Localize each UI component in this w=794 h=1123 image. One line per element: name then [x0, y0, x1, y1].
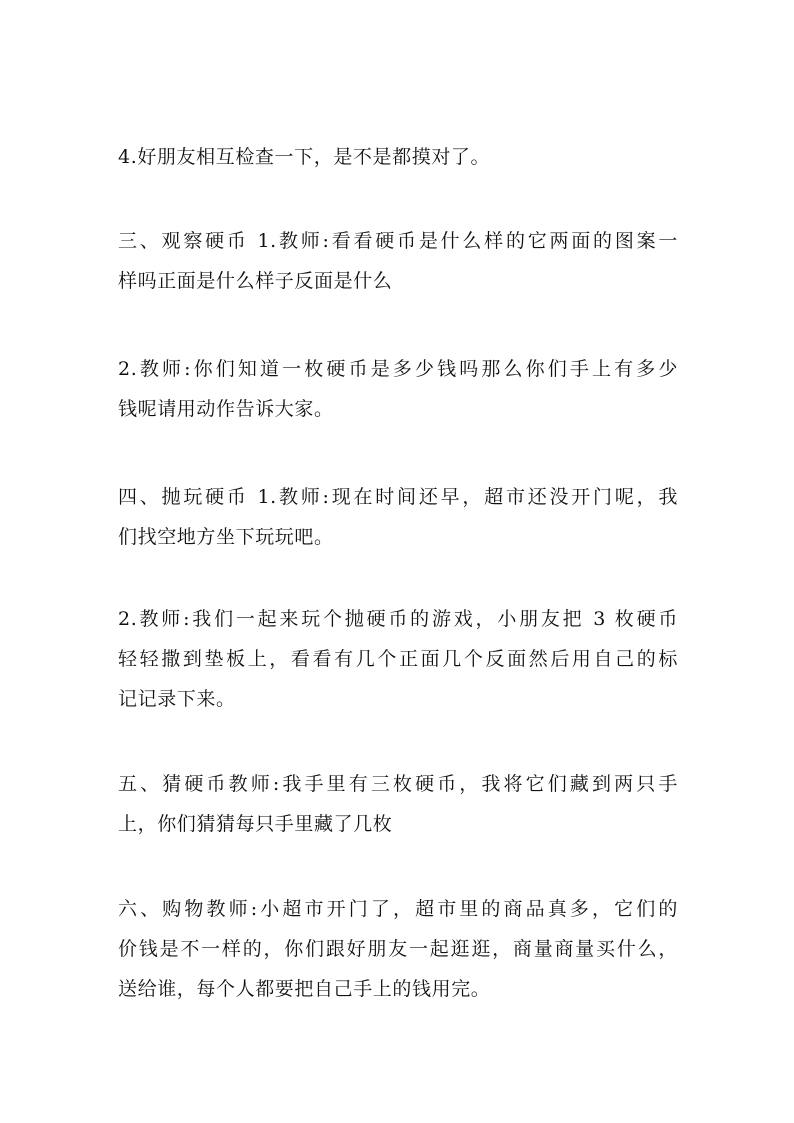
- text-line: 钱呢请用动作告诉大家。: [118, 398, 334, 420]
- text-line: 四、抛玩硬币 1.教师:现在时间还早，超市还没开门呢，我: [118, 486, 678, 508]
- text-line: 记记录下来。: [118, 688, 236, 710]
- paragraph-observe-coins: [118, 221, 678, 301]
- text-line: 五、猜硬币教师:我手里有三枚硬币，我将它们藏到两只手: [118, 773, 678, 795]
- text-line: 4.好朋友相互检查一下，是不是都摸对了。: [118, 146, 491, 168]
- text-line: 六、购物教师:小超市开门了，超市里的商品真多，它们的: [118, 898, 678, 920]
- text-line: 样吗正面是什么样子反面是什么: [118, 270, 393, 292]
- text-line: 们找空地方坐下玩玩吧。: [118, 526, 334, 548]
- paragraph-coin-value: [118, 349, 678, 429]
- text-line: 上，你们猜猜每只手里藏了几枚: [118, 813, 393, 835]
- text-line: 三、观察硬币 1.教师:看看硬币是什么样的它两面的图案一: [118, 230, 678, 252]
- paragraph-shopping: [118, 889, 678, 1009]
- paragraph-guess-coins: [118, 764, 678, 844]
- paragraph-coin-toss-game: [118, 599, 678, 719]
- text-line: 送给谁，每个人都要把自己手上的钱用完。: [118, 978, 491, 1000]
- text-line: 2.教师:我们一起来玩个抛硬币的游戏，小朋友把 3 枚硬币: [118, 608, 678, 630]
- paragraph-toss-coins: [118, 477, 678, 557]
- text-line: 价钱是不一样的，你们跟好朋友一起逛逛，商量商量买什么，: [118, 938, 678, 960]
- paragraph-check-each-other: [118, 137, 678, 177]
- text-line: 2.教师:你们知道一枚硬币是多少钱吗那么你们手上有多少: [118, 358, 678, 380]
- text-line: 轻轻撒到垫板上，看看有几个正面几个反面然后用自己的标: [118, 648, 678, 670]
